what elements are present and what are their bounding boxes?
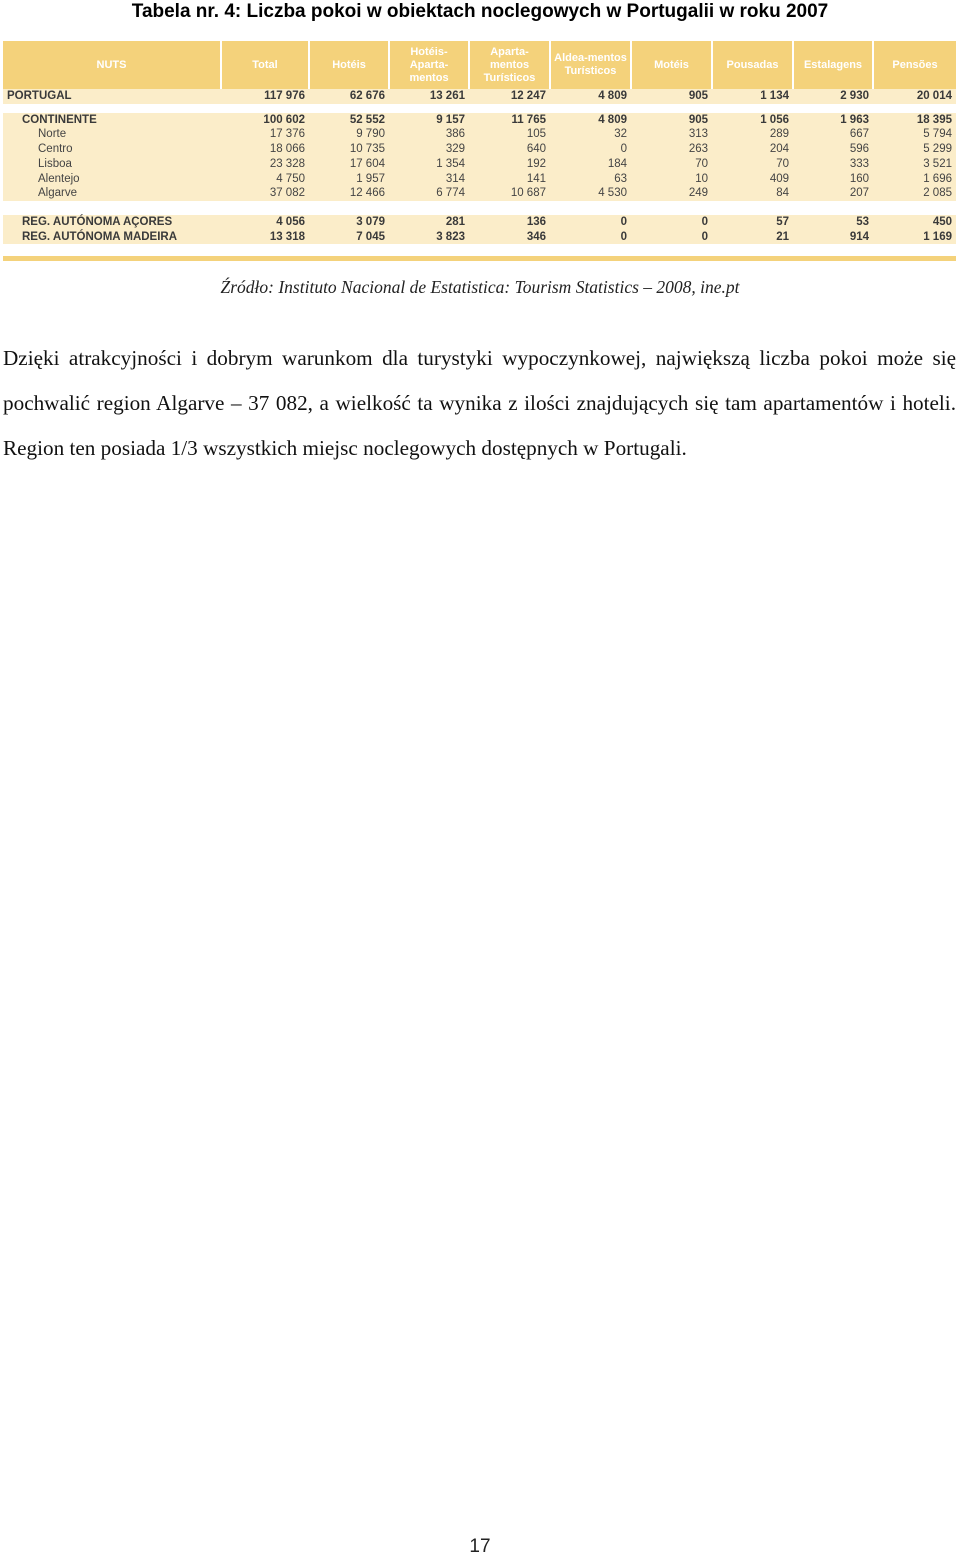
table-spacer bbox=[3, 104, 956, 113]
table-cell: 1 354 bbox=[389, 157, 469, 172]
col-header: Aparta-mentos Turísticos bbox=[469, 41, 550, 89]
table-cell: 207 bbox=[793, 186, 873, 201]
table-row-acores bbox=[3, 215, 956, 230]
table-cell: 84 bbox=[712, 186, 793, 201]
table-cell: 62 676 bbox=[309, 89, 389, 104]
table-cell: 141 bbox=[469, 172, 550, 187]
table-cell: 32 bbox=[550, 127, 631, 142]
row-label: REG. AUTÓNOMA MADEIRA bbox=[3, 230, 221, 245]
table-cell: 18 066 bbox=[221, 142, 309, 157]
col-header: Total bbox=[221, 41, 309, 89]
table-cell: 329 bbox=[389, 142, 469, 157]
table-row-madeira bbox=[3, 230, 956, 245]
table-row-norte bbox=[3, 127, 956, 142]
table-cell: 1 957 bbox=[309, 172, 389, 187]
table-cell: 11 765 bbox=[469, 113, 550, 128]
row-label: Algarve bbox=[3, 186, 221, 201]
table-cell: 9 790 bbox=[309, 127, 389, 142]
table-cell: 23 328 bbox=[221, 157, 309, 172]
table-cell: 4 530 bbox=[550, 186, 631, 201]
table-cell: 289 bbox=[712, 127, 793, 142]
row-label: Lisboa bbox=[3, 157, 221, 172]
table-cell: 263 bbox=[631, 142, 712, 157]
table-cell: 17 604 bbox=[309, 157, 389, 172]
table-cell: 409 bbox=[712, 172, 793, 187]
table-cell: 4 750 bbox=[221, 172, 309, 187]
row-label: CONTINENTE bbox=[3, 113, 221, 128]
table-cell: 52 552 bbox=[309, 113, 389, 128]
table-cell: 100 602 bbox=[221, 113, 309, 128]
table-bottom-rule bbox=[3, 244, 956, 259]
table-cell: 5 794 bbox=[873, 127, 956, 142]
table-cell: 6 774 bbox=[389, 186, 469, 201]
table-cell: 3 823 bbox=[389, 230, 469, 245]
col-header: Pensões bbox=[873, 41, 956, 89]
table-cell: 1 696 bbox=[873, 172, 956, 187]
table-cell: 314 bbox=[389, 172, 469, 187]
table-cell: 386 bbox=[389, 127, 469, 142]
table-cell: 313 bbox=[631, 127, 712, 142]
table-cell: 0 bbox=[631, 215, 712, 230]
table-cell: 640 bbox=[469, 142, 550, 157]
table-cell: 10 687 bbox=[469, 186, 550, 201]
table-cell: 0 bbox=[550, 230, 631, 245]
row-label: Norte bbox=[3, 127, 221, 142]
table-cell: 10 bbox=[631, 172, 712, 187]
table-cell: 136 bbox=[469, 215, 550, 230]
table-cell: 4 809 bbox=[550, 89, 631, 104]
table-cell: 905 bbox=[631, 89, 712, 104]
table-row-centro bbox=[3, 142, 956, 157]
table-cell: 7 045 bbox=[309, 230, 389, 245]
table-cell: 13 261 bbox=[389, 89, 469, 104]
table-cell: 281 bbox=[389, 215, 469, 230]
table-cell: 333 bbox=[793, 157, 873, 172]
row-label: Centro bbox=[3, 142, 221, 157]
table-row-portugal bbox=[3, 89, 956, 104]
table-cell: 53 bbox=[793, 215, 873, 230]
table-cell: 12 247 bbox=[469, 89, 550, 104]
table-row-continente bbox=[3, 113, 956, 128]
col-header: NUTS bbox=[3, 41, 221, 89]
table-cell: 160 bbox=[793, 172, 873, 187]
table-header-row bbox=[3, 41, 956, 89]
body-paragraph: Dzięki atrakcyjności i dobrym warunkom dla turystyki wypoczynkowej, największą liczba pokoi może się pochwalić region Algarve – 37 082, a wielkość ta wynika z ilości znajdujących się tam apartamentów i hoteli. Region ten posiada 1/3 wszystkich miejsc noclegowych dostępnych w Portugali. bbox=[3, 346, 956, 460]
table-cell: 20 014 bbox=[873, 89, 956, 104]
table-spacer bbox=[3, 201, 956, 215]
table-cell: 192 bbox=[469, 157, 550, 172]
rooms-table bbox=[3, 41, 956, 261]
table-cell: 905 bbox=[631, 113, 712, 128]
col-header: Hotéis bbox=[309, 41, 389, 89]
col-header: Estalagens bbox=[793, 41, 873, 89]
table-cell: 5 299 bbox=[873, 142, 956, 157]
row-label: PORTUGAL bbox=[3, 89, 221, 104]
table-cell: 70 bbox=[631, 157, 712, 172]
table-cell: 1 056 bbox=[712, 113, 793, 128]
col-header: Pousadas bbox=[712, 41, 793, 89]
table-cell: 2 930 bbox=[793, 89, 873, 104]
table-cell: 0 bbox=[550, 215, 631, 230]
table-cell: 3 079 bbox=[309, 215, 389, 230]
table-cell: 667 bbox=[793, 127, 873, 142]
table-cell: 57 bbox=[712, 215, 793, 230]
table-cell: 12 466 bbox=[309, 186, 389, 201]
table-cell: 10 735 bbox=[309, 142, 389, 157]
table-cell: 117 976 bbox=[221, 89, 309, 104]
table-cell: 105 bbox=[469, 127, 550, 142]
table-cell: 4 056 bbox=[221, 215, 309, 230]
table-cell: 0 bbox=[631, 230, 712, 245]
table-cell: 450 bbox=[873, 215, 956, 230]
row-label: Alentejo bbox=[3, 172, 221, 187]
table-cell: 9 157 bbox=[389, 113, 469, 128]
table-cell: 18 395 bbox=[873, 113, 956, 128]
table-cell: 184 bbox=[550, 157, 631, 172]
table-cell: 3 521 bbox=[873, 157, 956, 172]
table-cell: 1 169 bbox=[873, 230, 956, 245]
table-cell: 596 bbox=[793, 142, 873, 157]
table-cell: 21 bbox=[712, 230, 793, 245]
table-cell: 13 318 bbox=[221, 230, 309, 245]
source-citation: Źródło: Instituto Nacional de Estatistica: Tourism Statistics – 2008, ine.pt bbox=[220, 277, 740, 297]
table-cell: 204 bbox=[712, 142, 793, 157]
table-cell: 914 bbox=[793, 230, 873, 245]
table-cell: 0 bbox=[550, 142, 631, 157]
table-cell: 346 bbox=[469, 230, 550, 245]
table-cell: 4 809 bbox=[550, 113, 631, 128]
col-header: Aldea-mentos Turísticos bbox=[550, 41, 631, 89]
table-cell: 1 134 bbox=[712, 89, 793, 104]
col-header: Hotéis-Aparta-mentos bbox=[389, 41, 469, 89]
rooms-table-figure bbox=[3, 41, 956, 272]
table-cell: 37 082 bbox=[221, 186, 309, 201]
page-number: 17 bbox=[469, 1536, 491, 1557]
table-cell: 70 bbox=[712, 157, 793, 172]
row-label: REG. AUTÓNOMA AÇORES bbox=[3, 215, 221, 230]
table-cell: 63 bbox=[550, 172, 631, 187]
table-caption: Tabela nr. 4: Liczba pokoi w obiektach noclegowych w Portugalii w roku 2007 bbox=[131, 1, 829, 22]
table-row-algarve bbox=[3, 186, 956, 201]
table-cell: 249 bbox=[631, 186, 712, 201]
table-row-lisboa bbox=[3, 157, 956, 172]
table-cell: 17 376 bbox=[221, 127, 309, 142]
col-header: Motéis bbox=[631, 41, 712, 89]
table-cell: 1 963 bbox=[793, 113, 873, 128]
table-cell: 2 085 bbox=[873, 186, 956, 201]
table-row-alentejo bbox=[3, 172, 956, 187]
